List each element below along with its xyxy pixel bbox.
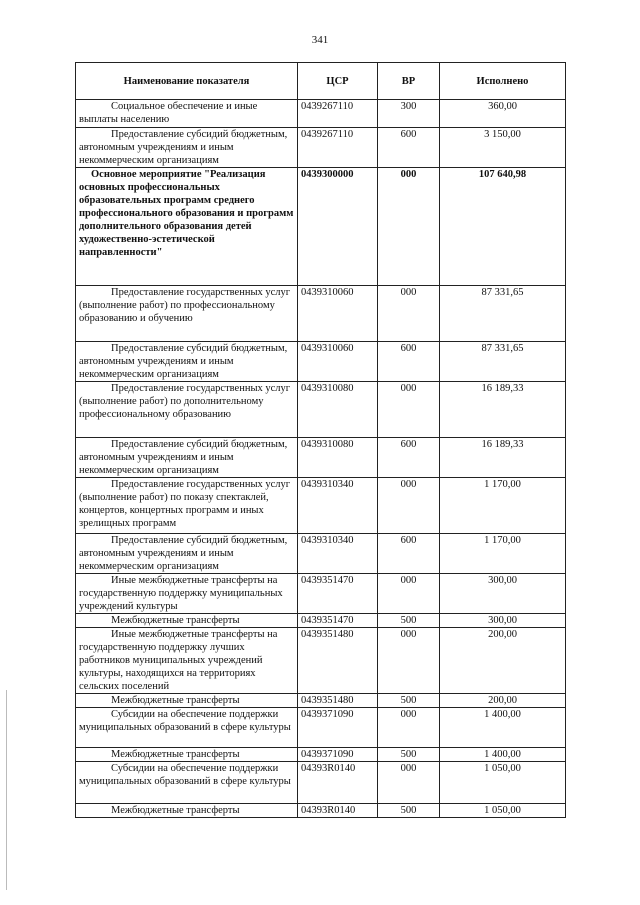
row-amount-cell: 1 170,00 (440, 478, 566, 534)
table-row (76, 748, 566, 762)
row-amount-cell: 87 331,65 (440, 342, 566, 382)
table-row (76, 438, 566, 478)
row-name-cell: Межбюджетные трансферты (76, 614, 298, 628)
row-amount-cell: 1 400,00 (440, 708, 566, 748)
row-vr-cell: 000 (378, 382, 440, 438)
row-name-cell: Субсидии на обеспечение поддержки муниципальных образований в сфере культуры (76, 762, 298, 804)
row-name-cell: Социальное обеспечение и иные выплаты населению (76, 100, 298, 128)
header-csr: ЦСР (298, 63, 378, 100)
row-csr-cell: 0439351480 (298, 628, 378, 694)
budget-table (75, 62, 566, 818)
table-row (76, 614, 566, 628)
row-csr-cell: 0439351480 (298, 694, 378, 708)
row-vr-cell: 000 (378, 708, 440, 748)
row-vr-cell: 600 (378, 438, 440, 478)
row-amount-cell: 87 331,65 (440, 286, 566, 342)
row-vr-cell: 500 (378, 748, 440, 762)
row-amount-cell: 200,00 (440, 628, 566, 694)
row-vr-cell: 000 (378, 628, 440, 694)
table-row (76, 694, 566, 708)
row-csr-cell: 0439310060 (298, 342, 378, 382)
row-csr-cell: 0439351470 (298, 614, 378, 628)
table-row (76, 478, 566, 534)
table-row (76, 286, 566, 342)
row-vr-cell: 000 (378, 168, 440, 286)
row-csr-cell: 04393R0140 (298, 762, 378, 804)
row-name-cell: Основное мероприятие "Реализация основных профессиональных образовательных программ среднего профессионального образования и программ дополнительного образования детей художественно-эстетической направленности" (76, 168, 298, 286)
row-amount-cell: 107 640,98 (440, 168, 566, 286)
row-name-cell: Предоставление государственных услуг (выполнение работ) по дополнительному профессиональному образованию (76, 382, 298, 438)
row-amount-cell: 3 150,00 (440, 128, 566, 168)
header-vr: ВР (378, 63, 440, 100)
row-vr-cell: 500 (378, 694, 440, 708)
row-csr-cell: 0439300000 (298, 168, 378, 286)
row-amount-cell: 1 170,00 (440, 534, 566, 574)
row-vr-cell: 600 (378, 534, 440, 574)
row-vr-cell: 000 (378, 286, 440, 342)
row-name-cell: Предоставление субсидий бюджетным, автономным учреждениям и иным некоммерческим организациям (76, 342, 298, 382)
row-name-cell: Предоставление субсидий бюджетным, автономным учреждениям и иным некоммерческим организациям (76, 534, 298, 574)
table-row (76, 804, 566, 818)
row-amount-cell: 300,00 (440, 614, 566, 628)
table-header-row (76, 63, 566, 100)
row-csr-cell: 0439351470 (298, 574, 378, 614)
row-csr-cell: 0439371090 (298, 748, 378, 762)
header-name: Наименование показателя (76, 63, 298, 100)
table-row (76, 168, 566, 286)
row-vr-cell: 000 (378, 478, 440, 534)
table-row (76, 100, 566, 128)
row-name-cell: Иные межбюджетные трансферты на государственную поддержку муниципальных учреждений культуры (76, 574, 298, 614)
row-name-cell: Межбюджетные трансферты (76, 804, 298, 818)
row-csr-cell: 0439310340 (298, 534, 378, 574)
table-row (76, 628, 566, 694)
row-vr-cell: 000 (378, 762, 440, 804)
table-row (76, 382, 566, 438)
table-row (76, 762, 566, 804)
row-name-cell: Предоставление субсидий бюджетным, автономным учреждениям и иным некоммерческим организациям (76, 438, 298, 478)
row-name-cell: Межбюджетные трансферты (76, 694, 298, 708)
row-amount-cell: 1 050,00 (440, 804, 566, 818)
row-csr-cell: 0439310080 (298, 382, 378, 438)
row-name-cell: Предоставление субсидий бюджетным, автономным учреждениям и иным некоммерческим организациям (76, 128, 298, 168)
row-csr-cell: 0439310340 (298, 478, 378, 534)
row-name-cell: Межбюджетные трансферты (76, 748, 298, 762)
row-name-cell: Предоставление государственных услуг (выполнение работ) по показу спектаклей, концертов, концертных программ и иных зрелищных программ (76, 478, 298, 534)
row-amount-cell: 16 189,33 (440, 438, 566, 478)
row-amount-cell: 200,00 (440, 694, 566, 708)
row-vr-cell: 500 (378, 614, 440, 628)
row-csr-cell: 0439310080 (298, 438, 378, 478)
row-csr-cell: 0439267110 (298, 128, 378, 168)
scan-artifact-line (6, 690, 7, 890)
row-amount-cell: 300,00 (440, 574, 566, 614)
table-row (76, 128, 566, 168)
row-vr-cell: 000 (378, 574, 440, 614)
row-amount-cell: 1 050,00 (440, 762, 566, 804)
row-name-cell: Предоставление государственных услуг (выполнение работ) по профессиональному образованию и обучению (76, 286, 298, 342)
row-vr-cell: 600 (378, 128, 440, 168)
header-done: Исполнено (440, 63, 566, 100)
row-vr-cell: 600 (378, 342, 440, 382)
row-vr-cell: 500 (378, 804, 440, 818)
table-row (76, 574, 566, 614)
row-amount-cell: 360,00 (440, 100, 566, 128)
row-csr-cell: 0439267110 (298, 100, 378, 128)
row-csr-cell: 0439310060 (298, 286, 378, 342)
row-csr-cell: 04393R0140 (298, 804, 378, 818)
row-vr-cell: 300 (378, 100, 440, 128)
row-csr-cell: 0439371090 (298, 708, 378, 748)
row-amount-cell: 16 189,33 (440, 382, 566, 438)
table-row (76, 708, 566, 748)
table-row (76, 342, 566, 382)
row-amount-cell: 1 400,00 (440, 748, 566, 762)
row-name-cell: Иные межбюджетные трансферты на государственную поддержку лучших работников муниципальных учреждений культуры, находящихся на территориях сельских поселений (76, 628, 298, 694)
table-row (76, 534, 566, 574)
row-name-cell: Субсидии на обеспечение поддержки муниципальных образований в сфере культуры (76, 708, 298, 748)
page-number: 341 (311, 34, 329, 46)
